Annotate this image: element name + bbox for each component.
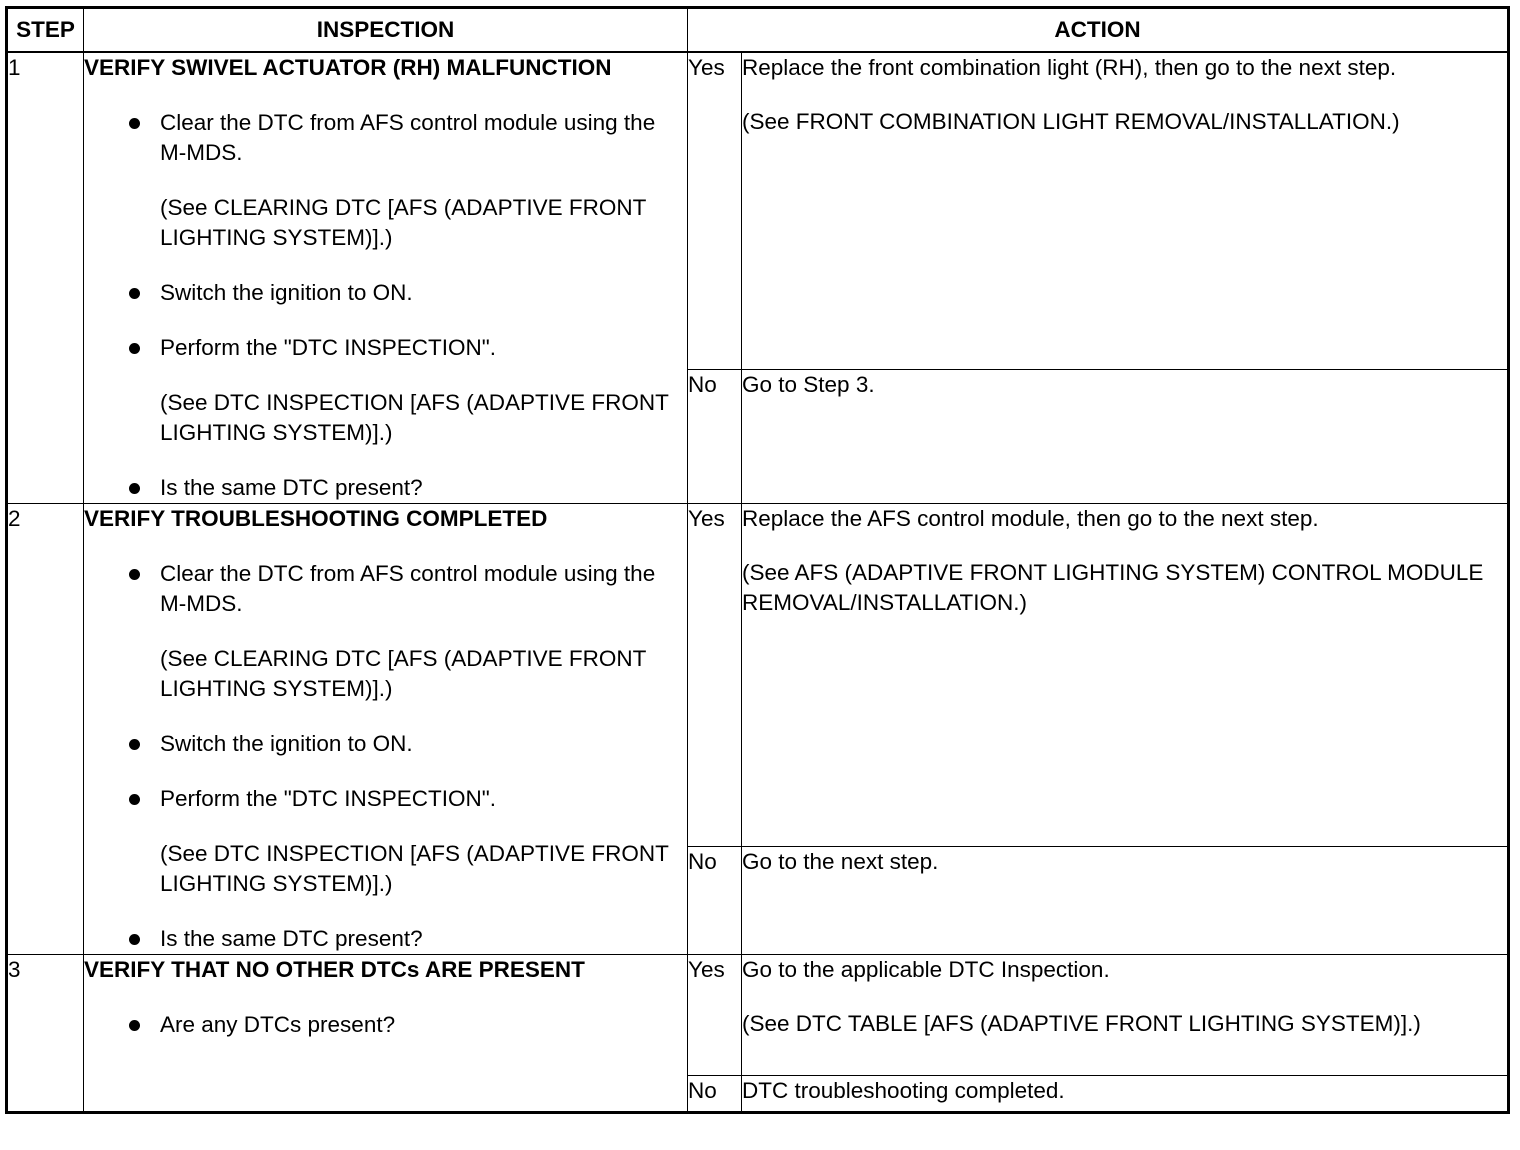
step-2-yes-row — [7, 504, 1509, 847]
yes-action — [742, 52, 1509, 369]
header-step: STEP — [7, 8, 84, 53]
step-title: VERIFY SWIVEL ACTUATOR (RH) MALFUNCTION — [84, 55, 612, 80]
step-1-yes-row — [7, 52, 1509, 369]
no-label: No — [688, 369, 742, 503]
no-label: No — [688, 846, 742, 954]
no-action: DTC troubleshooting completed. — [742, 1076, 1509, 1113]
step-inspection — [84, 52, 688, 504]
inspection-bullet: Switch the ignition to ON. — [84, 278, 687, 308]
inspection-bullet: Are any DTCs present? — [84, 1010, 687, 1040]
inspection-bullet: Clear the DTC from AFS control module using the M-MDS. — [84, 108, 687, 168]
action-reference: (See DTC TABLE [AFS (ADAPTIVE FRONT LIGHTING SYSTEM)].) — [742, 1011, 1421, 1036]
header-row — [7, 8, 1509, 53]
yes-action — [742, 504, 1509, 847]
header-inspection: INSPECTION — [84, 8, 688, 53]
header-action: ACTION — [688, 8, 1509, 53]
yes-action — [742, 955, 1509, 1076]
inspection-bullet: Clear the DTC from AFS control module using the M-MDS. — [84, 559, 687, 619]
action-reference: (See FRONT COMBINATION LIGHT REMOVAL/INSTALLATION.) — [742, 109, 1400, 134]
step-number: 1 — [7, 52, 84, 504]
inspection-reference: (See CLEARING DTC [AFS (ADAPTIVE FRONT LIGHTING SYSTEM)].) — [160, 195, 646, 250]
yes-label: Yes — [688, 955, 742, 1076]
no-action: Go to Step 3. — [742, 369, 1509, 503]
step-number: 2 — [7, 504, 84, 955]
troubleshooting-table — [5, 6, 1510, 1114]
inspection-bullet: Is the same DTC present? — [84, 924, 687, 954]
action-text: Go to the applicable DTC Inspection. — [742, 957, 1110, 982]
inspection-reference: (See DTC INSPECTION [AFS (ADAPTIVE FRONT LIGHTING SYSTEM)].) — [160, 390, 669, 445]
action-text: Replace the front combination light (RH), then go to the next step. — [742, 55, 1397, 80]
inspection-reference: (See DTC INSPECTION [AFS (ADAPTIVE FRONT LIGHTING SYSTEM)].) — [160, 841, 669, 896]
step-title: VERIFY THAT NO OTHER DTCs ARE PRESENT — [84, 957, 585, 982]
action-text: Replace the AFS control module, then go to the next step. — [742, 506, 1319, 531]
yes-label: Yes — [688, 504, 742, 847]
no-action: Go to the next step. — [742, 846, 1509, 954]
step-number: 3 — [7, 955, 84, 1113]
inspection-bullet: Perform the "DTC INSPECTION". — [84, 784, 687, 814]
inspection-bullet: Perform the "DTC INSPECTION". — [84, 333, 687, 363]
step-inspection — [84, 504, 688, 955]
step-inspection — [84, 955, 688, 1113]
action-reference: (See AFS (ADAPTIVE FRONT LIGHTING SYSTEM) CONTROL MODULE REMOVAL/INSTALLATION.) — [742, 560, 1484, 615]
no-label: No — [688, 1076, 742, 1113]
inspection-bullet: Is the same DTC present? — [84, 473, 687, 503]
inspection-bullet: Switch the ignition to ON. — [84, 729, 687, 759]
step-title: VERIFY TROUBLESHOOTING COMPLETED — [84, 506, 548, 531]
yes-label: Yes — [688, 52, 742, 369]
inspection-reference: (See CLEARING DTC [AFS (ADAPTIVE FRONT LIGHTING SYSTEM)].) — [160, 646, 646, 701]
step-3-yes-row — [7, 955, 1509, 1076]
